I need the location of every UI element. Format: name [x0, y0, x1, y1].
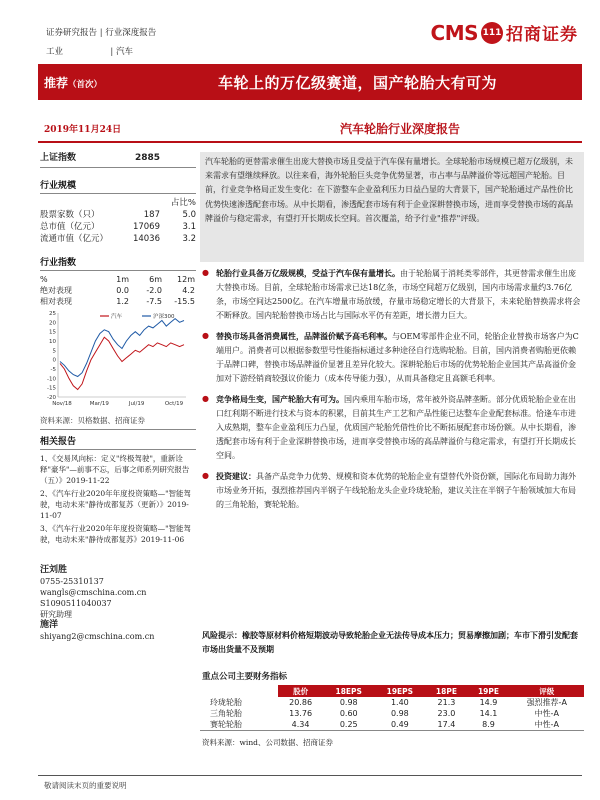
- scale-title: 行业规模: [40, 178, 196, 194]
- risk-warning: 风险提示：橡胶等原材料价格短期波动导致轮胎企业无法传导成本压力；贸易摩擦加剧；车市下滑引发配套市场出货量不及预期: [202, 630, 578, 654]
- col-header: 19PE: [467, 685, 509, 697]
- key-point-text: 由于轮胎属于消耗类零部件，其更替需求催生出庞大替换市场。目前，全球轮胎市场需求已达18亿条，市场空间超万亿级别，国内市场需求量约3.76亿条，市场空间达2500亿。在汽车增量市场放缓，存量市场稳定增长的大背景下，未来轮胎替换需求将会不断释放。国内轮胎替换市场占比与国际水平仍有差距，增长潜力巨大。: [216, 269, 581, 320]
- col-header: 评级: [510, 685, 585, 697]
- table-cell: 4.34: [278, 719, 323, 731]
- table-row: [200, 719, 584, 731]
- scale-header: [40, 197, 196, 209]
- bullet-icon: ●: [202, 268, 209, 277]
- analyst-cert: S1090511040037: [40, 599, 112, 608]
- table-corner: [200, 685, 278, 697]
- table-row: [200, 708, 584, 719]
- col-header: 18PE: [425, 685, 467, 697]
- y-tick-label: 5: [52, 348, 56, 355]
- report-date: 2019年11月24日: [44, 125, 122, 135]
- perf-label: 绝对表现: [40, 286, 72, 295]
- related-title: 相关报告: [40, 434, 196, 450]
- bullet-icon: ●: [202, 394, 209, 403]
- footer-note: 敬请阅读末页的重要说明: [44, 781, 127, 790]
- col-header: 18EPS: [323, 685, 374, 697]
- analyst-info: [40, 565, 196, 642]
- index-row: [40, 152, 196, 168]
- key-point-text: 国内乘用车胎市场，常年被外资品牌垄断。部分优质轮胎企业在出口红利期不断进行技术与资本的积累，目前其生产工艺和产品性能已达整车企业配套标准。恰逢车市进入成熟期，整车企业盈利压力凸显，优质国产轮胎凭借性价比不断拓展配套市场份额。从中长期看，渗透配套市场有利于企业深耕替换市场，进而享受替换市场的高品牌溢价与稳定需求，有望打开长期成长空间。: [216, 395, 576, 460]
- related-report-1[interactable]: 1、《交易风向标：定义"终极驾驶"，重新诠释"豪华"—前事不忘，后事之师系列研究报告（五）》2019-11-22: [40, 454, 190, 485]
- key-point-heading: 轮胎行业具备万亿级规模，受益于汽车保有量增长。: [216, 268, 400, 278]
- summary-box: 汽车轮胎的更替需求催生出庞大替换市场且受益于汽车保有量增长。全球轮胎市场规模已超万亿级别，未来需求有望继续释放。以往来看，海外轮胎巨头竞争优势显著，市占率与品牌溢价等远超国产轮胎。目前，行业竞争格局正发生变化：在下游整车企业盈利压力日益凸显的大背景下，国产轮胎通过产品性价比优势快速渗透配套市场。从中长期看，渗透配套市场有利于企业深耕替换市场，进而享受替换市场的高品牌溢价与稳定需求，有望打开长期成长空间。首次覆盖，给予行业"推荐"评级。: [200, 152, 584, 262]
- index-value: 2885: [134, 153, 160, 163]
- legend-label: 汽车: [111, 314, 123, 320]
- scale-label: 总市值（亿元）: [40, 222, 100, 232]
- table-row: [200, 697, 584, 708]
- y-tick-label: -15: [47, 385, 56, 392]
- analyst-phone: 0755-25310137: [40, 577, 104, 586]
- table-cell: 21.3: [437, 698, 456, 707]
- report-sector: 工业: [46, 47, 64, 57]
- y-tick-label: 20: [49, 320, 56, 327]
- assistant-role: 研究助理: [40, 610, 72, 619]
- perf-col-header: 6m: [149, 275, 162, 284]
- y-tick-label: 15: [49, 329, 56, 336]
- perf-col-header: 1m: [116, 275, 129, 284]
- table-cell: 1.40: [390, 698, 409, 707]
- index-label: 上证指数: [40, 153, 77, 163]
- key-point-text: 与OEM零部件企业不同，轮胎企业替换市场客户为C端用户。消费者可以根据参数型号性能指标通过多种途径自行选购轮胎。目前，国内消费者购胎更依赖于品牌口碑，替换市场品牌溢价显著且差异化较大。深耕轮胎后市场的优势轮胎企业国其产品高溢价金加对下游经销商较强议价能力（成本传导能力强），从而具备稳定且高额毛利率。: [216, 332, 579, 383]
- key-point-heading: 替换市场具备消费属性，品牌溢价赋予高毛利率。: [216, 331, 392, 341]
- scale-label: 流通市值（亿元）: [40, 234, 109, 244]
- perf-value: 0.0: [116, 286, 129, 295]
- sidebar: [40, 152, 196, 642]
- series-line-auto: [60, 337, 184, 389]
- table-cell: 0.98: [390, 709, 409, 718]
- table-cell: 17.4: [425, 719, 467, 731]
- header-divider: [38, 141, 582, 143]
- key-point-text: 具备产品竞争力优势、规模和资本优势的轮胎企业有望替代外资份额，国际化布局助力海外市场业务开拓，强烈推荐国内半钢子午线轮胎龙头企业玲珑轮胎，建议关注在半钢子午胎领域加大布局的三角轮胎，赛轮轮胎。: [216, 472, 576, 509]
- title-bar: [38, 64, 582, 100]
- scale-row: [40, 233, 196, 245]
- perf-row: [40, 296, 196, 307]
- related-reports: [40, 434, 196, 545]
- table-cell: 0.60: [339, 709, 358, 718]
- y-tick-label: 25: [49, 311, 56, 317]
- table-title: 重点公司主要财务指标: [202, 672, 288, 682]
- key-point-heading: 投资建议：: [216, 471, 256, 481]
- brand-cn: 招商证券: [506, 25, 578, 45]
- y-tick-label: 10: [49, 339, 56, 345]
- table-cell: 强烈推荐-A: [526, 698, 567, 707]
- table-cell: 20.86: [289, 698, 313, 707]
- report-header: 证券研究报告 | 行业深度报告 工业 | 汽车: [46, 28, 157, 57]
- key-points: [202, 266, 582, 518]
- rating-label: 推荐: [44, 76, 69, 90]
- key-point: [202, 392, 582, 463]
- table-cell: 8.9: [467, 719, 509, 731]
- analyst-email[interactable]: wangls@cmschina.com.cn: [40, 588, 147, 597]
- report-title: 车轮上的万亿级赛道，国产轮胎大有可为: [218, 74, 498, 92]
- scale-pct-header: 占比%: [170, 198, 196, 208]
- col-header: 股价: [278, 685, 323, 697]
- series-line-csi300: [60, 319, 184, 377]
- x-tick-label: Nov/18: [52, 401, 72, 407]
- table-source: 资料来源：wind、公司数据、招商证券: [202, 738, 333, 747]
- table-header-row: [200, 685, 584, 697]
- brand-badge-icon: 111: [481, 22, 503, 44]
- y-tick-label: -10: [47, 376, 56, 383]
- scale-value: 14036: [132, 234, 160, 244]
- assistant-email[interactable]: shiyang2@cmschina.com.cn: [40, 632, 155, 641]
- table-cell: 13.76: [289, 709, 313, 718]
- assistant-name: 施洋: [40, 620, 59, 630]
- brand-logo: [431, 20, 578, 45]
- perf-value: 1.2: [116, 297, 129, 306]
- bullet-icon: ●: [202, 471, 209, 480]
- perf-title: 行业指数: [40, 255, 196, 271]
- related-report-2[interactable]: 2、《汽车行业2020年年度投资策略—"智能驾驶，电动未来"静待成都复苏（更新）》2019-11-07: [40, 489, 192, 520]
- scale-value: 187: [143, 210, 160, 220]
- scale-pct: 3.1: [182, 222, 196, 232]
- index-chart-svg: [40, 307, 190, 415]
- scale-pct: 3.2: [182, 234, 196, 244]
- chart-source: 资料来源：贝格数据、招商证券: [40, 415, 196, 430]
- perf-value: 4.2: [182, 286, 195, 295]
- table-cell: 0.98: [339, 698, 358, 707]
- report-industry: 汽车: [116, 47, 134, 57]
- x-tick-label: Mar/19: [89, 401, 109, 407]
- scale-value: 17069: [132, 222, 160, 232]
- related-report-3[interactable]: 3、《汽车行业2020年年度投资策略—"智能驾驶，电动未来"静待成都复苏》2019-11-06: [40, 524, 192, 544]
- perf-row: [40, 285, 196, 296]
- table-cell: 0.49: [374, 719, 425, 731]
- company-name: 玲珑轮胎: [210, 698, 242, 707]
- key-point-heading: 竞争格局生变，国产轮胎大有可为。: [216, 394, 344, 404]
- scale-pct: 5.0: [182, 210, 196, 220]
- index-chart: [40, 307, 190, 415]
- x-tick-label: Oct/19: [164, 401, 184, 407]
- footer-divider: [38, 775, 582, 776]
- key-point: [202, 329, 582, 386]
- report-subtitle: 汽车轮胎行业深度报告: [340, 122, 461, 136]
- company-name: 三角轮胎: [210, 709, 242, 718]
- perf-col-header: %: [40, 275, 48, 284]
- y-tick-label: -20: [47, 395, 56, 401]
- table-cell: 14.1: [479, 709, 498, 718]
- perf-table: [40, 274, 196, 307]
- rating: [44, 74, 102, 91]
- bullet-icon: ●: [202, 331, 209, 340]
- table-cell: 0.25: [323, 719, 374, 731]
- table-cell: 23.0: [437, 709, 456, 718]
- report-series: 证券研究报告: [46, 28, 98, 38]
- company-name: 赛轮轮胎: [200, 719, 278, 731]
- table-cell: 14.9: [479, 698, 498, 707]
- perf-value: -7.5: [146, 297, 162, 306]
- financial-table: [200, 685, 584, 731]
- brand-en: CMS: [430, 20, 478, 45]
- scale-row: [40, 221, 196, 233]
- y-tick-label: -5: [50, 367, 56, 373]
- perf-header: [40, 274, 196, 285]
- perf-value: -2.0: [146, 286, 162, 295]
- y-tick-label: 0: [52, 357, 56, 364]
- scale-label: 股票家数（只）: [40, 210, 100, 220]
- legend-label: 沪深300: [153, 314, 175, 320]
- report-series-type: 行业深度报告: [105, 28, 157, 38]
- table-cell: 中性-A: [510, 719, 585, 731]
- key-point: [202, 266, 582, 323]
- table-cell: 中性-A: [534, 709, 559, 718]
- perf-value: -15.5: [174, 297, 195, 306]
- scale-row: [40, 209, 196, 221]
- rating-note: （首次）: [68, 80, 103, 90]
- x-tick-label: Jul/19: [128, 401, 145, 407]
- key-point: [202, 469, 582, 512]
- perf-col-header: 12m: [177, 275, 195, 284]
- scale-table: [40, 209, 196, 245]
- analyst-name: 汪刘胜: [40, 565, 68, 575]
- col-header: 19EPS: [374, 685, 425, 697]
- perf-label: 相对表现: [40, 297, 72, 306]
